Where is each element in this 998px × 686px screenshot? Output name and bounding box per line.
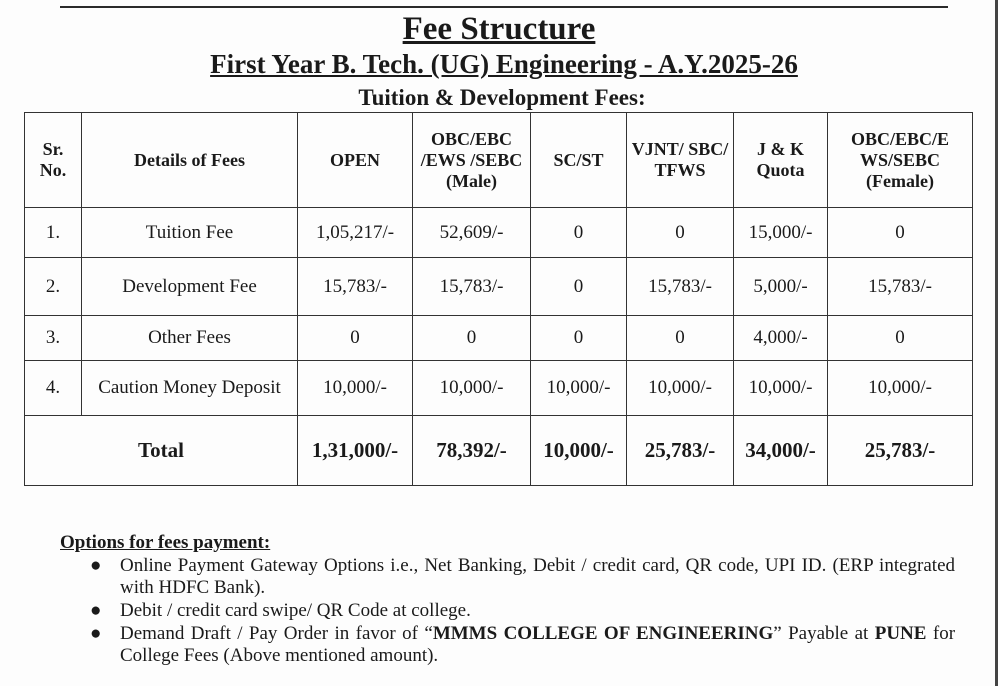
page-title: Fee Structure <box>402 11 596 47</box>
payment-options-title: Options for fees payment: <box>60 532 271 553</box>
list-item <box>60 600 955 622</box>
section-heading: Tuition & Development Fees: <box>358 85 646 110</box>
cell-obc-female: 0 <box>828 316 973 361</box>
list-item <box>60 555 955 599</box>
cell-obc-female: 10,000/- <box>828 361 973 416</box>
cell-obc-male: 10,000/- <box>413 361 531 416</box>
cell-scst: 0 <box>531 258 627 316</box>
fee-table <box>24 112 973 486</box>
cell-open: 15,783/- <box>298 258 413 316</box>
cell-jk: 15,000/- <box>734 208 828 258</box>
cell-sr: 3. <box>25 316 82 361</box>
cell-vjnt: 0 <box>627 208 734 258</box>
list-item <box>60 623 955 667</box>
cell-open: 0 <box>298 316 413 361</box>
cell-sr: 2. <box>25 258 82 316</box>
cell-details: Caution Money Deposit <box>82 361 298 416</box>
cell-jk: 5,000/- <box>734 258 828 316</box>
bullet-icon: ● <box>90 623 102 644</box>
list-item-text: Debit / credit card swipe/ QR Code at college. <box>120 600 471 621</box>
cell-scst: 0 <box>531 316 627 361</box>
list-item-text-post: for College Fees (Above mentioned amount). <box>120 623 956 666</box>
cell-jk: 10,000/- <box>734 361 828 416</box>
cell-sr: 1. <box>25 208 82 258</box>
table-total-row <box>25 416 973 486</box>
table-row <box>25 208 973 258</box>
cell-open: 10,000/- <box>298 361 413 416</box>
cell-jk: 4,000/- <box>734 316 828 361</box>
total-obc-male: 78,392/- <box>413 416 531 486</box>
page-subtitle: First Year B. Tech. (UG) Engineering - A.Y.2025-26 <box>210 49 798 79</box>
college-name: MMMS COLLEGE OF ENGINEERING <box>432 623 774 644</box>
total-open: 1,31,000/- <box>298 416 413 486</box>
table-header-row <box>25 113 973 208</box>
col-header-open: OPEN <box>298 113 413 208</box>
city-name: PUNE <box>874 623 927 644</box>
col-header-obc-female: OBC/EBC/E WS/SEBC (Female) <box>828 113 973 208</box>
top-rule <box>60 6 948 8</box>
table-row <box>25 316 973 361</box>
total-jk: 34,000/- <box>734 416 828 486</box>
total-obc-female: 25,783/- <box>828 416 973 486</box>
cell-details: Other Fees <box>82 316 298 361</box>
col-header-jk: J & K Quota <box>734 113 828 208</box>
cell-scst: 0 <box>531 208 627 258</box>
table-row <box>25 258 973 316</box>
list-item-text-mid: ” Payable at <box>773 623 875 644</box>
cell-sr: 4. <box>25 361 82 416</box>
cell-details: Tuition Fee <box>82 208 298 258</box>
cell-vjnt: 15,783/- <box>627 258 734 316</box>
cell-obc-male: 0 <box>413 316 531 361</box>
bullet-icon: ● <box>90 555 102 576</box>
payment-options <box>60 532 955 667</box>
cell-scst: 10,000/- <box>531 361 627 416</box>
total-label: Total <box>25 416 298 486</box>
cell-obc-female: 0 <box>828 208 973 258</box>
col-header-sr: Sr. No. <box>25 113 82 208</box>
payment-options-list <box>60 555 955 667</box>
table-row <box>25 361 973 416</box>
col-header-vjnt: VJNT/ SBC/ TFWS <box>627 113 734 208</box>
total-scst: 10,000/- <box>531 416 627 486</box>
cell-obc-male: 52,609/- <box>413 208 531 258</box>
col-header-obc-male: OBC/EBC /EWS /SEBC (Male) <box>413 113 531 208</box>
col-header-details: Details of Fees <box>82 113 298 208</box>
list-item-text-pre: Demand Draft / Pay Order in favor of “ <box>120 623 433 644</box>
cell-obc-male: 15,783/- <box>413 258 531 316</box>
cell-open: 1,05,217/- <box>298 208 413 258</box>
cell-obc-female: 15,783/- <box>828 258 973 316</box>
cell-vjnt: 0 <box>627 316 734 361</box>
list-item-text: Online Payment Gateway Options i.e., Net Banking, Debit / credit card, QR code, UPI ID. (ERP integrated with HDFC Bank). <box>120 555 955 598</box>
total-vjnt: 25,783/- <box>627 416 734 486</box>
col-header-scst: SC/ST <box>531 113 627 208</box>
cell-vjnt: 10,000/- <box>627 361 734 416</box>
bullet-icon: ● <box>90 600 102 621</box>
cell-details: Development Fee <box>82 258 298 316</box>
